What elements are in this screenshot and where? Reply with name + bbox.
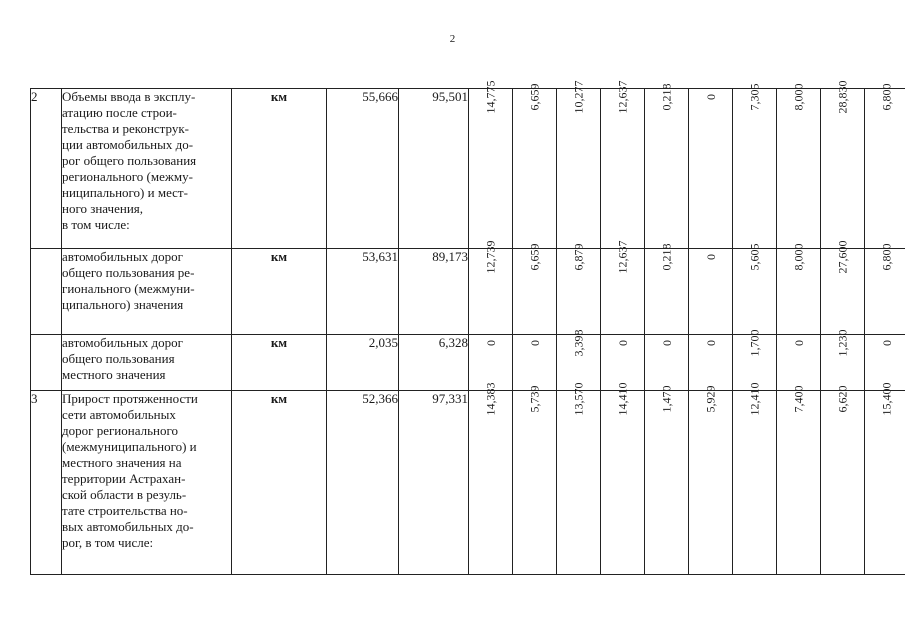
year-value: 12,637 [615,240,630,274]
year-value: 0 [659,340,674,346]
year-value: 0,218 [659,243,674,271]
year-value: 5,929 [703,385,718,413]
year-value: 0 [703,94,718,100]
year-value-cell [645,335,689,391]
year-value-cell [645,243,689,335]
base-value-v2: 97,331 [399,391,469,575]
description-line: рог общего пользования [62,153,197,168]
year-value-cell [557,243,601,335]
year-value: 10,277 [571,80,586,114]
base-value-v1: 52,366 [327,391,399,575]
year-value-cell [513,83,557,249]
year-value-cell [821,80,865,249]
year-value: 6,800 [879,243,894,271]
year-value: 8,000 [791,243,806,271]
row-number [31,249,62,335]
base-value-v1: 55,666 [327,89,399,249]
year-value: 14,410 [615,382,630,416]
page-number: 2 [449,33,456,45]
row-number: 2 [31,89,62,249]
year-value: 6,659 [527,243,542,271]
year-value-cell [513,243,557,335]
unit-cell: км [232,335,327,391]
year-value: 1,470 [659,385,674,413]
description-line: территории Астрахан- [62,471,186,486]
year-value: 0,218 [659,83,674,111]
base-value-v2: 89,173 [399,249,469,335]
description-line: гионального (межмуни- [62,281,195,296]
year-value: 6,659 [527,83,542,111]
description-line: местного значения [62,367,166,382]
year-value-cell [689,89,733,249]
description-line: тельства и реконструк- [62,121,189,136]
year-value: 0 [615,340,630,346]
year-value-cell [777,83,821,249]
description-line: автомобильных дорог [62,249,183,264]
year-value-cell [733,382,777,575]
year-value: 0 [527,340,542,346]
year-value: 28,830 [835,80,850,114]
description-line: ципального) значения [62,297,184,312]
table-row [31,89,905,249]
year-value: 27,600 [835,240,850,274]
year-value-cell [777,335,821,391]
year-value: 0 [879,340,894,346]
year-value-cell [821,240,865,335]
row-number [31,335,62,391]
year-value-cell [513,335,557,391]
indicator-description [62,335,232,391]
description-line: ской области в резуль- [62,487,187,502]
description-line: общего пользования [62,351,175,366]
description-line: общего пользования ре- [62,265,195,280]
base-value-v2: 95,501 [399,89,469,249]
year-value: 7,305 [747,83,762,111]
year-value: 14,383 [483,382,498,416]
year-value: 6,879 [571,243,586,271]
year-value: 6,620 [835,385,850,413]
indicator-description [62,391,232,575]
year-value: 1,700 [747,329,762,357]
year-value: 12,410 [747,382,762,416]
description-line: ции автомобильных до- [62,137,194,152]
year-value-cell [865,243,905,335]
description-line: автомобильных дорог [62,335,183,350]
year-value-cell [601,382,645,575]
year-value-cell [557,382,601,575]
year-value: 15,400 [879,382,894,416]
description-line: вых автомобильных до- [62,519,194,534]
year-value: 7,400 [791,385,806,413]
description-line: (межмуниципального) и [62,439,197,454]
year-value: 5,605 [747,243,762,271]
base-value-v1: 53,631 [327,249,399,335]
description-line: дорог регионального [62,423,178,438]
year-value: 5,739 [527,385,542,413]
year-value: 0 [703,254,718,260]
year-value-cell [469,240,513,335]
year-value-cell [601,80,645,249]
description-line: сети автомобильных [62,407,176,422]
description-line: ного значения, [62,201,144,216]
year-value: 6,800 [879,83,894,111]
description-line: тате строительства но- [62,503,188,518]
year-value-cell [513,385,557,575]
row-number: 3 [31,391,62,575]
year-value-cell [821,385,865,575]
year-value: 1,230 [835,329,850,357]
year-value-cell [733,243,777,335]
year-value-cell [865,83,905,249]
year-value: 8,000 [791,83,806,111]
table-row [31,249,905,335]
description-line: атацию после строи- [62,105,177,120]
description-line: ниципального) и мест- [62,185,188,200]
base-value-v2: 6,328 [399,335,469,391]
year-value-cell [469,382,513,575]
year-value-cell [645,83,689,249]
year-value-cell [601,240,645,335]
description-line: Объемы ввода в эксплу- [62,89,196,104]
unit-cell: км [232,249,327,335]
year-value-cell [645,385,689,575]
year-value-cell [557,80,601,249]
year-value: 0 [483,340,498,346]
unit-cell: км [232,391,327,575]
year-value-cell [689,249,733,335]
description-line: регионального (межму- [62,169,193,184]
base-value-v1: 2,035 [327,335,399,391]
year-value-cell [865,382,905,575]
year-value-cell [777,385,821,575]
year-value: 0 [703,340,718,346]
description-line: рог, в том числе: [62,535,154,550]
year-value-cell [777,243,821,335]
year-value: 12,739 [483,240,498,274]
year-value-cell [821,329,865,391]
year-value-cell [469,80,513,249]
indicator-description [62,249,232,335]
indicator-description [62,89,232,249]
indicators-table [30,80,905,575]
unit-cell: км [232,89,327,249]
year-value: 13,570 [571,382,586,416]
year-value: 14,775 [483,80,498,114]
year-value: 12,637 [615,80,630,114]
description-line: Прирост протяженности [62,391,198,406]
table-row [31,391,905,575]
year-value: 0 [791,340,806,346]
table-row [31,335,905,391]
description-line: в том числе: [62,217,130,232]
year-value-cell [689,385,733,575]
year-value-cell [689,335,733,391]
year-value-cell [733,83,777,249]
year-value: 3,398 [571,329,586,357]
description-line: местного значения на [62,455,182,470]
